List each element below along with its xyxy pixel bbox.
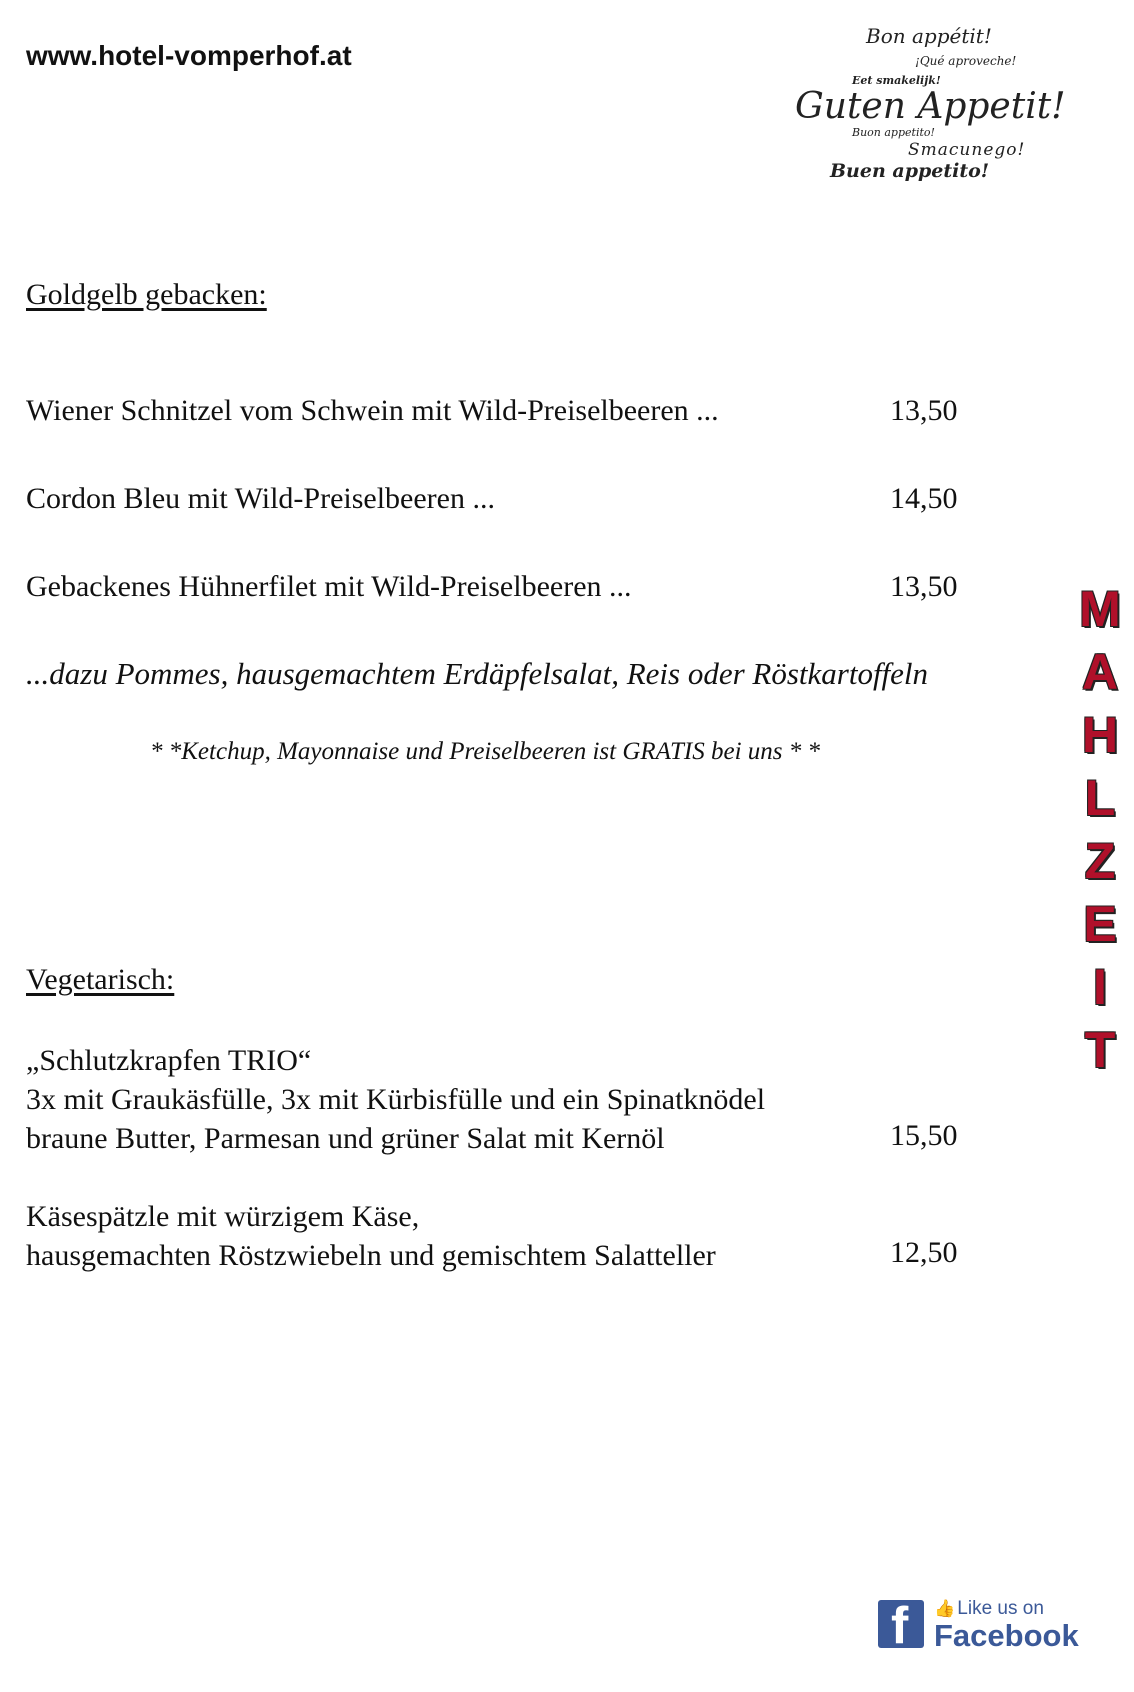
banner-letter: M (1079, 581, 1121, 637)
menu-item-line: hausgemachten Röstzwiebeln und gemischtem Salatteller (26, 1239, 716, 1272)
facebook-glyph: f (891, 1597, 909, 1655)
banner-letter: T (1084, 1022, 1116, 1078)
section-heading-fried: Goldgelb gebacken: (26, 278, 267, 311)
menu-item-line: „Schlutzkrapfen TRIO“ (26, 1044, 312, 1077)
logo-line: ¡Qué aproveche! (915, 54, 1017, 68)
banner-letter: H (1081, 707, 1119, 763)
sides-note: ...dazu Pommes, hausgemachtem Erdäpfelsalat, Reis oder Röstkartoffeln (26, 656, 929, 691)
logo-line-main: Guten Appetit! (795, 86, 1066, 127)
logo-line: Buon appetito! (852, 126, 935, 139)
menu-item-price: 14,50 (890, 482, 958, 515)
menu-item-description (26, 1041, 765, 1158)
section-heading-vegetarian: Vegetarisch: (26, 963, 175, 996)
menu-item-price: 15,50 (890, 1119, 958, 1152)
menu-item-price: 13,50 (890, 570, 958, 603)
banner-letter: A (1081, 644, 1119, 700)
banner-letter: E (1083, 896, 1117, 952)
thumbs-up-icon: 👍 (934, 1599, 956, 1618)
logo-line: Smacunego! (908, 140, 1026, 160)
menu-item-name: Wiener Schnitzel vom Schwein mit Wild-Preiselbeeren ... (26, 394, 719, 427)
menu-item-line: braune Butter, Parmesan und grüner Salat mit Kernöl (26, 1122, 665, 1155)
logo-line: Bon appétit! (866, 24, 992, 48)
banner-letter: I (1093, 959, 1107, 1015)
menu-item-description (26, 1197, 716, 1275)
free-condiments-note: * *Ketchup, Mayonnaise und Preiselbeeren ist GRATIS bei uns * * (150, 738, 821, 765)
menu-item-name: Cordon Bleu mit Wild-Preiselbeeren ... (26, 482, 495, 515)
facebook-wordmark: Facebook (934, 1618, 1079, 1653)
logo-line: Eet smakelijk! (852, 74, 941, 87)
banner-letter: L (1084, 770, 1116, 826)
logo-line: Buen appetito! (830, 160, 990, 182)
facebook-icon (878, 1597, 924, 1655)
mahlzeit-banner (1070, 578, 1130, 1082)
menu-item-price: 13,50 (890, 394, 958, 427)
menu-item-line: 3x mit Graukäsfülle, 3x mit Kürbisfülle und ein Spinatknödel (26, 1083, 766, 1116)
menu-item-price: 12,50 (890, 1236, 958, 1269)
menu-item-line: Käsespätzle mit würzigem Käse, (26, 1200, 420, 1233)
menu-item-name: Gebackenes Hühnerfilet mit Wild-Preiselbeeren ... (26, 570, 632, 603)
hotel-website[interactable]: www.hotel-vomperhof.at (26, 40, 352, 71)
banner-letter: Z (1084, 833, 1116, 889)
bon-appetit-logo (790, 22, 1080, 192)
like-us-text: Like us on (957, 1598, 1044, 1619)
facebook-like-badge[interactable] (878, 1597, 1079, 1655)
like-us-label (934, 1598, 1044, 1620)
